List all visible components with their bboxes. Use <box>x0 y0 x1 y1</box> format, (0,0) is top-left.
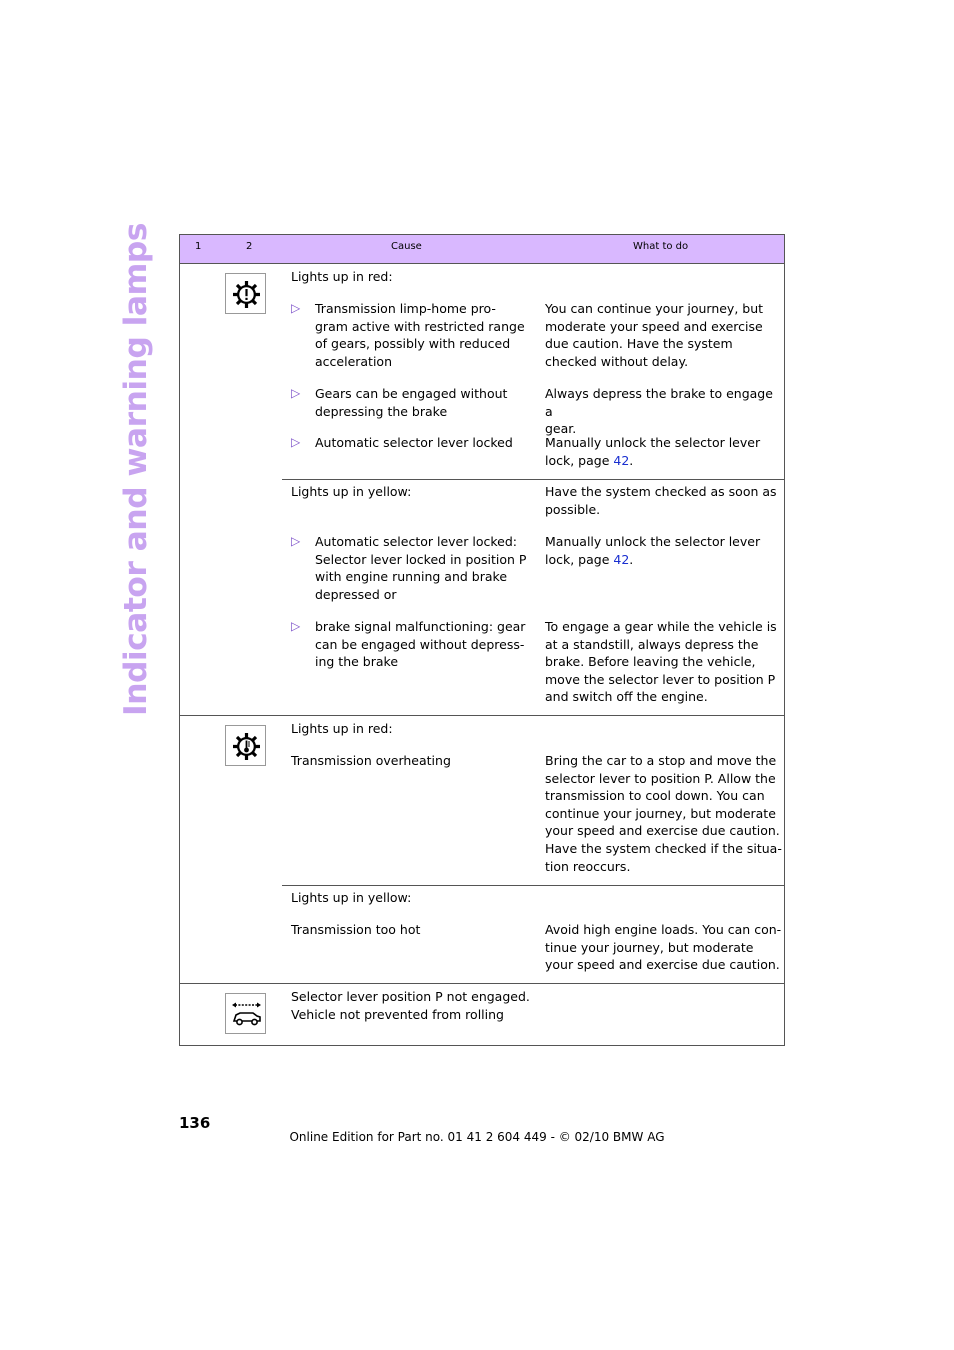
row2-yellow-action: Avoid high engine loads. You can con- tinue your journey, but moderate your speed and exercise due caution. <box>545 922 782 973</box>
row1-yellow-item2-cause: brake signal malfunctioning: gear can be engaged without depress- ing the brake <box>315 619 526 670</box>
header-col1: 1 <box>195 241 202 252</box>
row2-red-action: Bring the car to a stop and move the selector lever to position P. Allow the transmission to cool down. You can continue your journey, but moderate your speed and exercise due caution. Have the system checked if the situa- tion reoccurs. <box>545 753 782 874</box>
row2-red-cause: Transmission overheating <box>291 753 451 768</box>
indicator-table <box>179 234 785 1046</box>
row2-yellow-cause: Transmission too hot <box>291 922 421 937</box>
header-what-to-do: What to do <box>633 241 689 252</box>
row1-yellow-item1-cause: Automatic selector lever locked: Selector lever locked in position P with engine running and brake depressed or <box>315 534 527 602</box>
bullet-arrow-icon: ▷ <box>291 301 301 315</box>
row-divider <box>180 983 784 984</box>
row1-red-item1-action: You can continue your journey, but moderate your speed and exercise due caution. Have the system checked without delay. <box>545 301 764 369</box>
row1-yellow-item2-action: To engage a gear while the vehicle is at a standstill, always depress the brake. Before leaving the vehicle, move the selector lever to position P and switch off the engine. <box>545 619 777 705</box>
row1-yellow-action: Have the system checked as soon as possible. <box>545 484 777 517</box>
vehicle-rolling-icon <box>225 993 266 1034</box>
side-section-title: Indicator and warning lamps <box>118 223 154 716</box>
page-link-42[interactable]: 42 <box>613 551 630 567</box>
row3-cause: Selector lever position P not engaged. Vehicle not prevented from rolling <box>291 989 530 1022</box>
row1-red-label: Lights up in red: <box>291 269 393 284</box>
table-header <box>180 235 784 264</box>
page-link-42[interactable]: 42 <box>613 452 630 468</box>
row1-red-item3-action: Manually unlock the selector lever lock, page 42. <box>545 435 761 468</box>
row1-red-item1-cause: Transmission limp-home pro- gram active with restricted range of gears, possibly with reduced acceleration <box>315 301 525 369</box>
bullet-arrow-icon: ▷ <box>291 386 301 400</box>
row-divider <box>180 715 784 716</box>
bullet-arrow-icon: ▷ <box>291 619 301 633</box>
row2-yellow-label: Lights up in yellow: <box>291 890 412 905</box>
row2-red-label: Lights up in red: <box>291 721 393 736</box>
row1-red-item2-cause: Gears can be engaged without depressing the brake <box>315 386 508 419</box>
bullet-arrow-icon: ▷ <box>291 534 301 548</box>
bullet-arrow-icon: ▷ <box>291 435 301 449</box>
header-cause: Cause <box>391 241 422 252</box>
transmission-malfunction-icon <box>225 273 266 314</box>
row1-red-item2-action: Always depress the brake to engage a gear. <box>545 386 773 437</box>
divider <box>282 479 784 480</box>
divider <box>282 885 784 886</box>
footer-text: Online Edition for Part no. 01 41 2 604 449 - © 02/10 BMW AG <box>289 1130 665 1144</box>
row1-red-item3-cause: Automatic selector lever locked <box>315 435 513 450</box>
row1-yellow-item1-action: Manually unlock the selector lever lock, page 42. <box>545 534 761 567</box>
page-number: 136 <box>179 1114 211 1132</box>
transmission-temperature-icon <box>225 725 266 766</box>
header-col2: 2 <box>246 241 253 252</box>
row1-yellow-label: Lights up in yellow: <box>291 484 412 499</box>
